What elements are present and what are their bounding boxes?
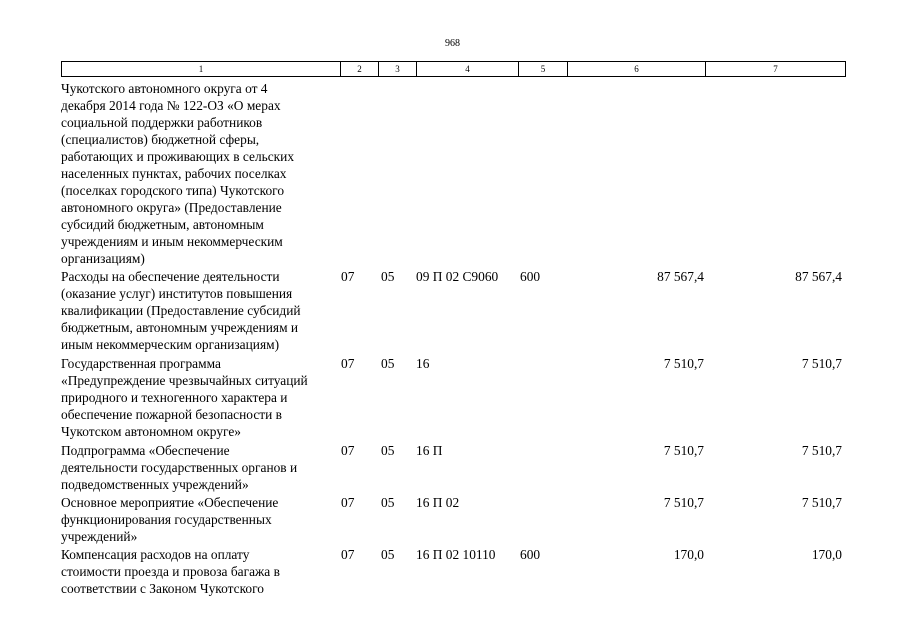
row-description (61, 546, 351, 597)
amount-col-7: 7 510,7 (801, 495, 842, 510)
description-line: Основное мероприятие «Обеспечение (61, 495, 279, 510)
description-line: Чукотского автономного округа от 4 (61, 81, 268, 96)
row-description (61, 80, 351, 267)
description-line: стоимости проезда и провоза багажа в (61, 564, 280, 579)
description-line: социальной поддержки работников (61, 115, 263, 130)
description-line: Расходы на обеспечение деятельности (61, 269, 280, 284)
description-line: Чукотском автономном округе» (61, 424, 241, 439)
amount-col-6: 170,0 (673, 547, 704, 562)
description-line: обеспечение пожарной безопасности в (61, 407, 282, 422)
description-line: функционирования государственных (61, 512, 272, 527)
amount-col-7: 87 567,4 (795, 269, 842, 284)
description-line: подведомственных учреждений» (61, 477, 249, 492)
section-code: 07 (341, 443, 355, 458)
subsection-code: 05 (381, 495, 395, 510)
target-article-code: 16 П 02 (416, 495, 460, 510)
expense-type-code: 600 (520, 269, 541, 284)
header-cell-4: 4 (417, 62, 519, 76)
row-description (61, 442, 351, 493)
header-cell-7: 7 (773, 64, 778, 74)
description-line: (оказание услуг) институтов повышения (61, 286, 293, 301)
description-line: учреждений» (61, 529, 138, 544)
target-article-code: 16 (416, 356, 430, 371)
amount-col-6: 7 510,7 (663, 495, 704, 510)
description-line: учреждениям и иным некоммерческим (61, 234, 283, 249)
subsection-code: 05 (381, 356, 395, 371)
row-description (61, 494, 351, 545)
description-line: (поселках городского типа) Чукотского (61, 183, 285, 198)
section-code: 07 (341, 547, 355, 562)
description-line: Подпрограмма «Обеспечение (61, 443, 230, 458)
header-cell-3: 3 (379, 62, 417, 76)
description-line: Компенсация расходов на оплату (61, 547, 250, 562)
header-cell-2: 2 (341, 62, 379, 76)
section-code: 07 (341, 269, 355, 284)
description-line: организациям) (61, 251, 145, 266)
section-code: 07 (341, 495, 355, 510)
description-line: соответствии с Законом Чукотского (61, 581, 264, 596)
amount-col-6: 7 510,7 (663, 356, 704, 371)
description-line: бюджетным, автономным учреждениям и (61, 320, 299, 335)
row-description (61, 268, 351, 353)
description-line: деятельности государственных органов и (61, 460, 298, 475)
header-cell-5: 5 (519, 62, 568, 76)
description-line: декабря 2014 года № 122-ОЗ «О мерах (61, 98, 281, 113)
description-line: автономного округа» (Предоставление (61, 200, 282, 215)
amount-col-7: 170,0 (811, 547, 842, 562)
amount-col-6: 7 510,7 (663, 443, 704, 458)
description-line: квалификации (Предоставление субсидий (61, 303, 301, 318)
amount-col-7: 7 510,7 (801, 356, 842, 371)
header-cell-6: 6 (568, 62, 706, 76)
subsection-code: 05 (381, 547, 395, 562)
amount-col-6: 87 567,4 (657, 269, 704, 284)
description-line: природного и техногенного характера и (61, 390, 288, 405)
target-article-code: 09 П 02 С9060 (416, 269, 499, 284)
description-line: населенных пунктах, рабочих поселках (61, 166, 287, 181)
description-line: иным некоммерческим организациям) (61, 337, 280, 352)
amount-col-7: 7 510,7 (801, 443, 842, 458)
section-code: 07 (341, 356, 355, 371)
target-article-code: 16 П (416, 443, 443, 458)
header-cell-1: 1 (62, 62, 341, 76)
table-header (61, 61, 846, 77)
page-number: 968 (445, 38, 460, 49)
expense-type-code: 600 (520, 547, 541, 562)
target-article-code: 16 П 02 10110 (416, 547, 496, 562)
description-line: (специалистов) бюджетной сферы, (61, 132, 260, 147)
description-line: работающих и проживающих в сельских (61, 149, 295, 164)
row-description (61, 355, 351, 440)
subsection-code: 05 (381, 269, 395, 284)
description-line: Государственная программа (61, 356, 221, 371)
subsection-code: 05 (381, 443, 395, 458)
description-line: субсидий бюджетным, автономным (61, 217, 264, 232)
description-line: «Предупреждение чрезвычайных ситуаций (61, 373, 308, 388)
